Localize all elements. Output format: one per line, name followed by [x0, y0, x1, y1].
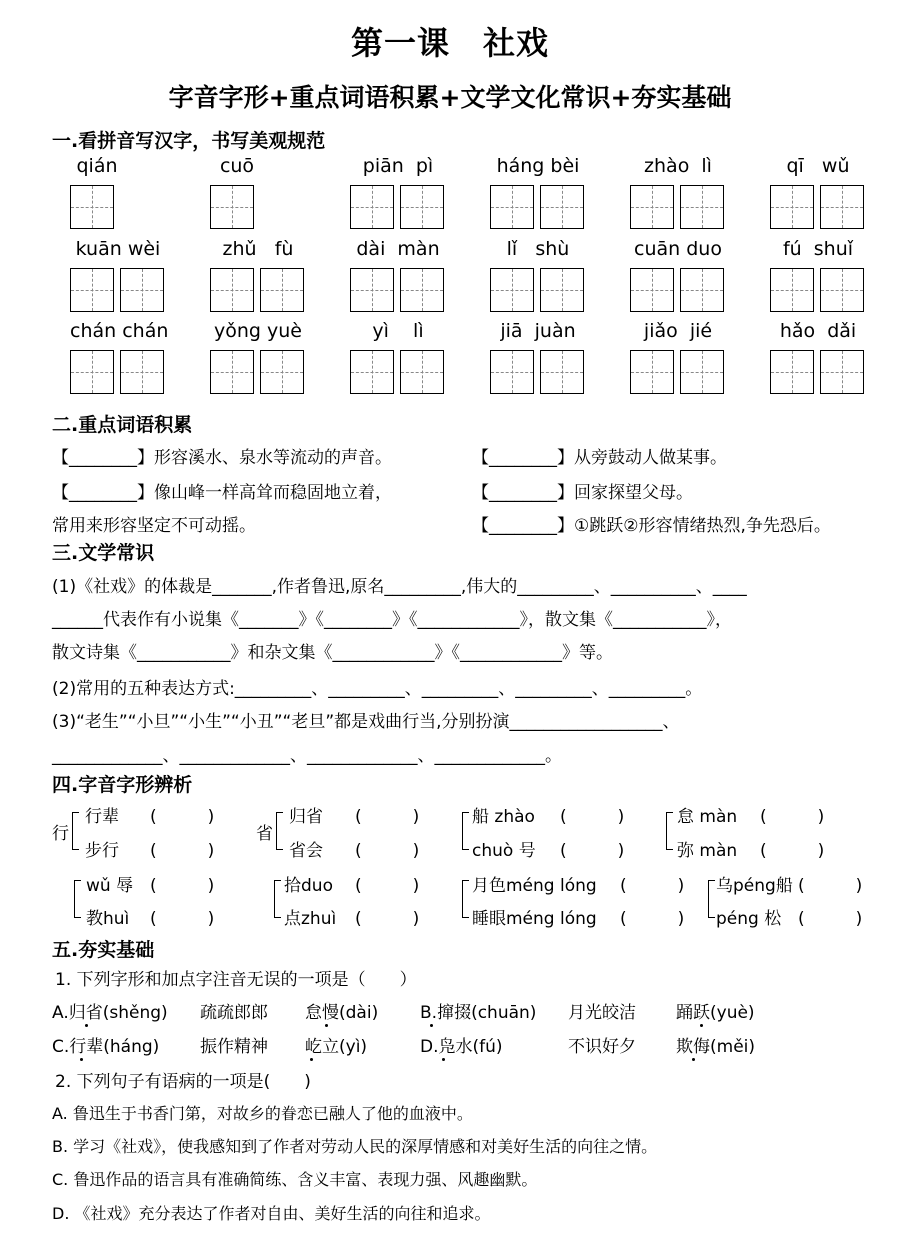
option-fragment: 踊跃(yuè) [676, 1003, 755, 1023]
emphasis-dot [85, 1024, 88, 1027]
writing-box[interactable] [490, 185, 534, 229]
writing-box[interactable] [120, 350, 164, 394]
option-fragment[interactable]: D.凫水(fú) [420, 1037, 503, 1057]
brace-bracket [666, 812, 673, 850]
vocab-item[interactable]: 【________】形容溪水、泉水等流动的声音。 [52, 448, 392, 468]
literature-line[interactable]: ______代表作有小说集《_______》《________》《____________》，散文集《___________》， [52, 610, 732, 630]
brace-bracket [276, 812, 283, 850]
pinyin-label: lǐ shù [506, 238, 570, 260]
emphasis-dot [310, 1058, 313, 1061]
section-5-heading: 五.夯实基础 [52, 939, 155, 961]
vocab-item[interactable]: 【________】回家探望父母。 [472, 483, 693, 503]
answer-parentheses[interactable]: ( ) [620, 876, 685, 896]
pinyin-label: jiǎo jié [643, 320, 713, 342]
distinguish-item: chuò 号 [472, 841, 536, 861]
writing-box[interactable] [630, 350, 674, 394]
pinyin-label: yì lì [372, 320, 424, 342]
pinyin-label: zhào lì [644, 155, 712, 177]
pinyin-label: fú shuǐ [782, 238, 854, 260]
distinguish-item: 乌péng船 [716, 876, 793, 896]
answer-parentheses[interactable]: ( ) [355, 876, 420, 896]
writing-box[interactable] [820, 185, 864, 229]
option-fragment: 不识好夕 [568, 1037, 636, 1057]
literature-line[interactable]: (1)《社戏》的体裁是_______,作者鲁迅,原名_________,伟大的_________、__________、____ [52, 577, 747, 597]
question-2-option-a[interactable]: A. 鲁迅生于书香门第，对故乡的眷恋已融人了他的血液中。 [52, 1104, 473, 1123]
option-fragment[interactable]: A.归省(shěng) [52, 1003, 168, 1023]
option-fragment[interactable]: C.行辈(háng) [52, 1037, 160, 1057]
distinguish-item: 教huì [86, 909, 130, 929]
writing-box[interactable] [210, 268, 254, 312]
literature-line[interactable]: 散文诗集《___________》和杂文集《____________》《____________》等。 [52, 643, 613, 663]
writing-box[interactable] [770, 268, 814, 312]
writing-box[interactable] [630, 185, 674, 229]
brace-bracket [462, 880, 469, 918]
pinyin-label: yǒng yuè [214, 320, 302, 342]
distinguish-item: 拾duo [284, 876, 333, 896]
answer-parentheses[interactable]: ( ) [620, 909, 685, 929]
pinyin-label: cuān duo [634, 238, 722, 260]
pinyin-label: hǎo dǎi [779, 320, 857, 342]
option-fragment: 屹立(yì) [305, 1037, 368, 1057]
writing-box[interactable] [70, 350, 114, 394]
option-fragment: 欺侮(měi) [676, 1037, 756, 1057]
pinyin-label: háng bèi [496, 155, 580, 177]
section-1-heading: 一.看拼音写汉字，书写美观规范 [52, 130, 326, 152]
page-subtitle: 字音字形+重点词语积累+文学文化常识+夯实基础 [168, 83, 732, 112]
writing-box[interactable] [820, 350, 864, 394]
page-title: 第一课 社戏 [350, 24, 549, 62]
section-2-heading: 二.重点词语积累 [52, 414, 193, 436]
writing-box[interactable] [210, 185, 254, 229]
pinyin-label: piān pì [362, 155, 434, 177]
literature-line[interactable]: (2)常用的五种表达方式:_________、_________、_________、_________、_________。 [52, 679, 703, 699]
brace-bracket [708, 880, 715, 918]
vocab-item-continued: 常用来形容坚定不可动摇。 [52, 516, 256, 536]
option-fragment: 振作精神 [200, 1037, 268, 1057]
group-head: 行 [52, 824, 69, 844]
emphasis-dot [430, 1024, 433, 1027]
writing-box[interactable] [630, 268, 674, 312]
question-2-option-d[interactable]: D. 《社戏》充分表达了作者对自由、美好生活的向往和追求。 [52, 1204, 491, 1223]
writing-box[interactable] [350, 185, 394, 229]
pinyin-label: qián [76, 155, 118, 177]
emphasis-dot [442, 1058, 445, 1061]
emphasis-dot [80, 1058, 83, 1061]
distinguish-item: 点zhuì [284, 909, 337, 929]
answer-parentheses[interactable]: ( ) [355, 841, 420, 861]
vocab-item[interactable]: 【________】像山峰一样高耸而稳固地立着， [52, 483, 392, 503]
emphasis-dot [692, 1058, 695, 1061]
answer-parentheses[interactable]: ( ) [760, 807, 825, 827]
writing-box[interactable] [820, 268, 864, 312]
vocab-item[interactable]: 【________】①跳跃②形容情绪热烈,争先恐后。 [472, 516, 831, 536]
option-fragment[interactable]: B.撺掇(chuān) [420, 1003, 537, 1023]
option-fragment: 疏疏郎郎 [200, 1003, 268, 1023]
emphasis-dot [700, 1024, 703, 1027]
writing-box[interactable] [680, 185, 724, 229]
writing-box[interactable] [70, 185, 114, 229]
question-2-option-b[interactable]: B. 学习《社戏》，使我感知到了作者对劳动人民的深厚情感和对美好生活的向往之情。 [52, 1137, 658, 1156]
pinyin-label: kuān wèi [75, 238, 161, 260]
brace-bracket [72, 812, 79, 850]
question-1: 1. 下列字形和加点字注音无误的一项是（ ） [55, 970, 417, 990]
pinyin-label: jiā juàn [500, 320, 576, 342]
answer-parentheses[interactable]: ( ) [150, 807, 215, 827]
section-3-heading: 三.文学常识 [52, 542, 155, 564]
answer-parentheses[interactable]: ( ) [560, 841, 625, 861]
group-head: 省 [256, 824, 273, 844]
answer-parentheses[interactable]: ( ) [355, 909, 420, 929]
writing-box[interactable] [120, 268, 164, 312]
writing-box[interactable] [260, 350, 304, 394]
writing-box[interactable] [70, 268, 114, 312]
option-fragment: 怠慢(dài) [305, 1003, 379, 1023]
writing-box[interactable] [770, 185, 814, 229]
answer-parentheses[interactable]: ( ) [798, 876, 863, 896]
writing-box[interactable] [490, 350, 534, 394]
distinguish-item: 省会 [289, 841, 323, 861]
writing-box[interactable] [770, 350, 814, 394]
writing-box[interactable] [210, 350, 254, 394]
distinguish-item: 弥 màn [677, 841, 738, 861]
question-2: 2. 下列句子有语病的一项是( ) [55, 1072, 311, 1092]
answer-parentheses[interactable]: ( ) [798, 909, 863, 929]
vocab-item[interactable]: 【________】从旁鼓动人做某事。 [472, 448, 727, 468]
pinyin-label: zhǔ fù [222, 238, 294, 260]
writing-box[interactable] [540, 185, 584, 229]
pinyin-label: dài màn [356, 238, 440, 260]
answer-parentheses[interactable]: ( ) [760, 841, 825, 861]
brace-bracket [462, 812, 469, 850]
brace-bracket [74, 880, 81, 918]
section-4-heading: 四.字音字形辨析 [52, 774, 193, 796]
distinguish-item: 怠 màn [677, 807, 738, 827]
writing-box[interactable] [400, 185, 444, 229]
distinguish-item: 归省 [289, 807, 323, 827]
pinyin-label: cuō [219, 155, 255, 177]
answer-parentheses[interactable]: ( ) [560, 807, 625, 827]
writing-box[interactable] [540, 350, 584, 394]
answer-parentheses[interactable]: ( ) [355, 807, 420, 827]
distinguish-item: wǔ 辱 [86, 876, 134, 896]
writing-box[interactable] [490, 268, 534, 312]
emphasis-dot [325, 1024, 328, 1027]
distinguish-item: 睡眼méng lóng [472, 909, 597, 929]
writing-box[interactable] [350, 268, 394, 312]
writing-box[interactable] [680, 268, 724, 312]
distinguish-item: 行辈 [85, 807, 119, 827]
answer-parentheses[interactable]: ( ) [150, 876, 215, 896]
literature-line[interactable]: _____________、_____________、_____________、_____________。 [52, 746, 562, 766]
question-2-option-c[interactable]: C. 鲁迅作品的语言具有准确简练、含义丰富、表现力强、风趣幽默。 [52, 1170, 538, 1189]
answer-parentheses[interactable]: ( ) [150, 909, 215, 929]
writing-box[interactable] [260, 268, 304, 312]
distinguish-item: 船 zhào [472, 807, 535, 827]
answer-parentheses[interactable]: ( ) [150, 841, 215, 861]
writing-box[interactable] [400, 350, 444, 394]
literature-line[interactable]: (3)“老生”“小旦”“小生”“小丑”“老旦”都是戏曲行当,分别扮演__________________、 [52, 712, 680, 732]
option-fragment: 月光皎洁 [568, 1003, 636, 1023]
distinguish-item: 步行 [85, 841, 119, 861]
pinyin-label: qī wǔ [786, 155, 850, 177]
writing-box[interactable] [540, 268, 584, 312]
writing-box[interactable] [400, 268, 444, 312]
distinguish-item: 月色méng lóng [472, 876, 597, 896]
writing-box[interactable] [680, 350, 724, 394]
distinguish-item: péng 松 [716, 909, 782, 929]
writing-box[interactable] [350, 350, 394, 394]
brace-bracket [274, 880, 281, 918]
pinyin-label: chán chán [70, 320, 169, 342]
